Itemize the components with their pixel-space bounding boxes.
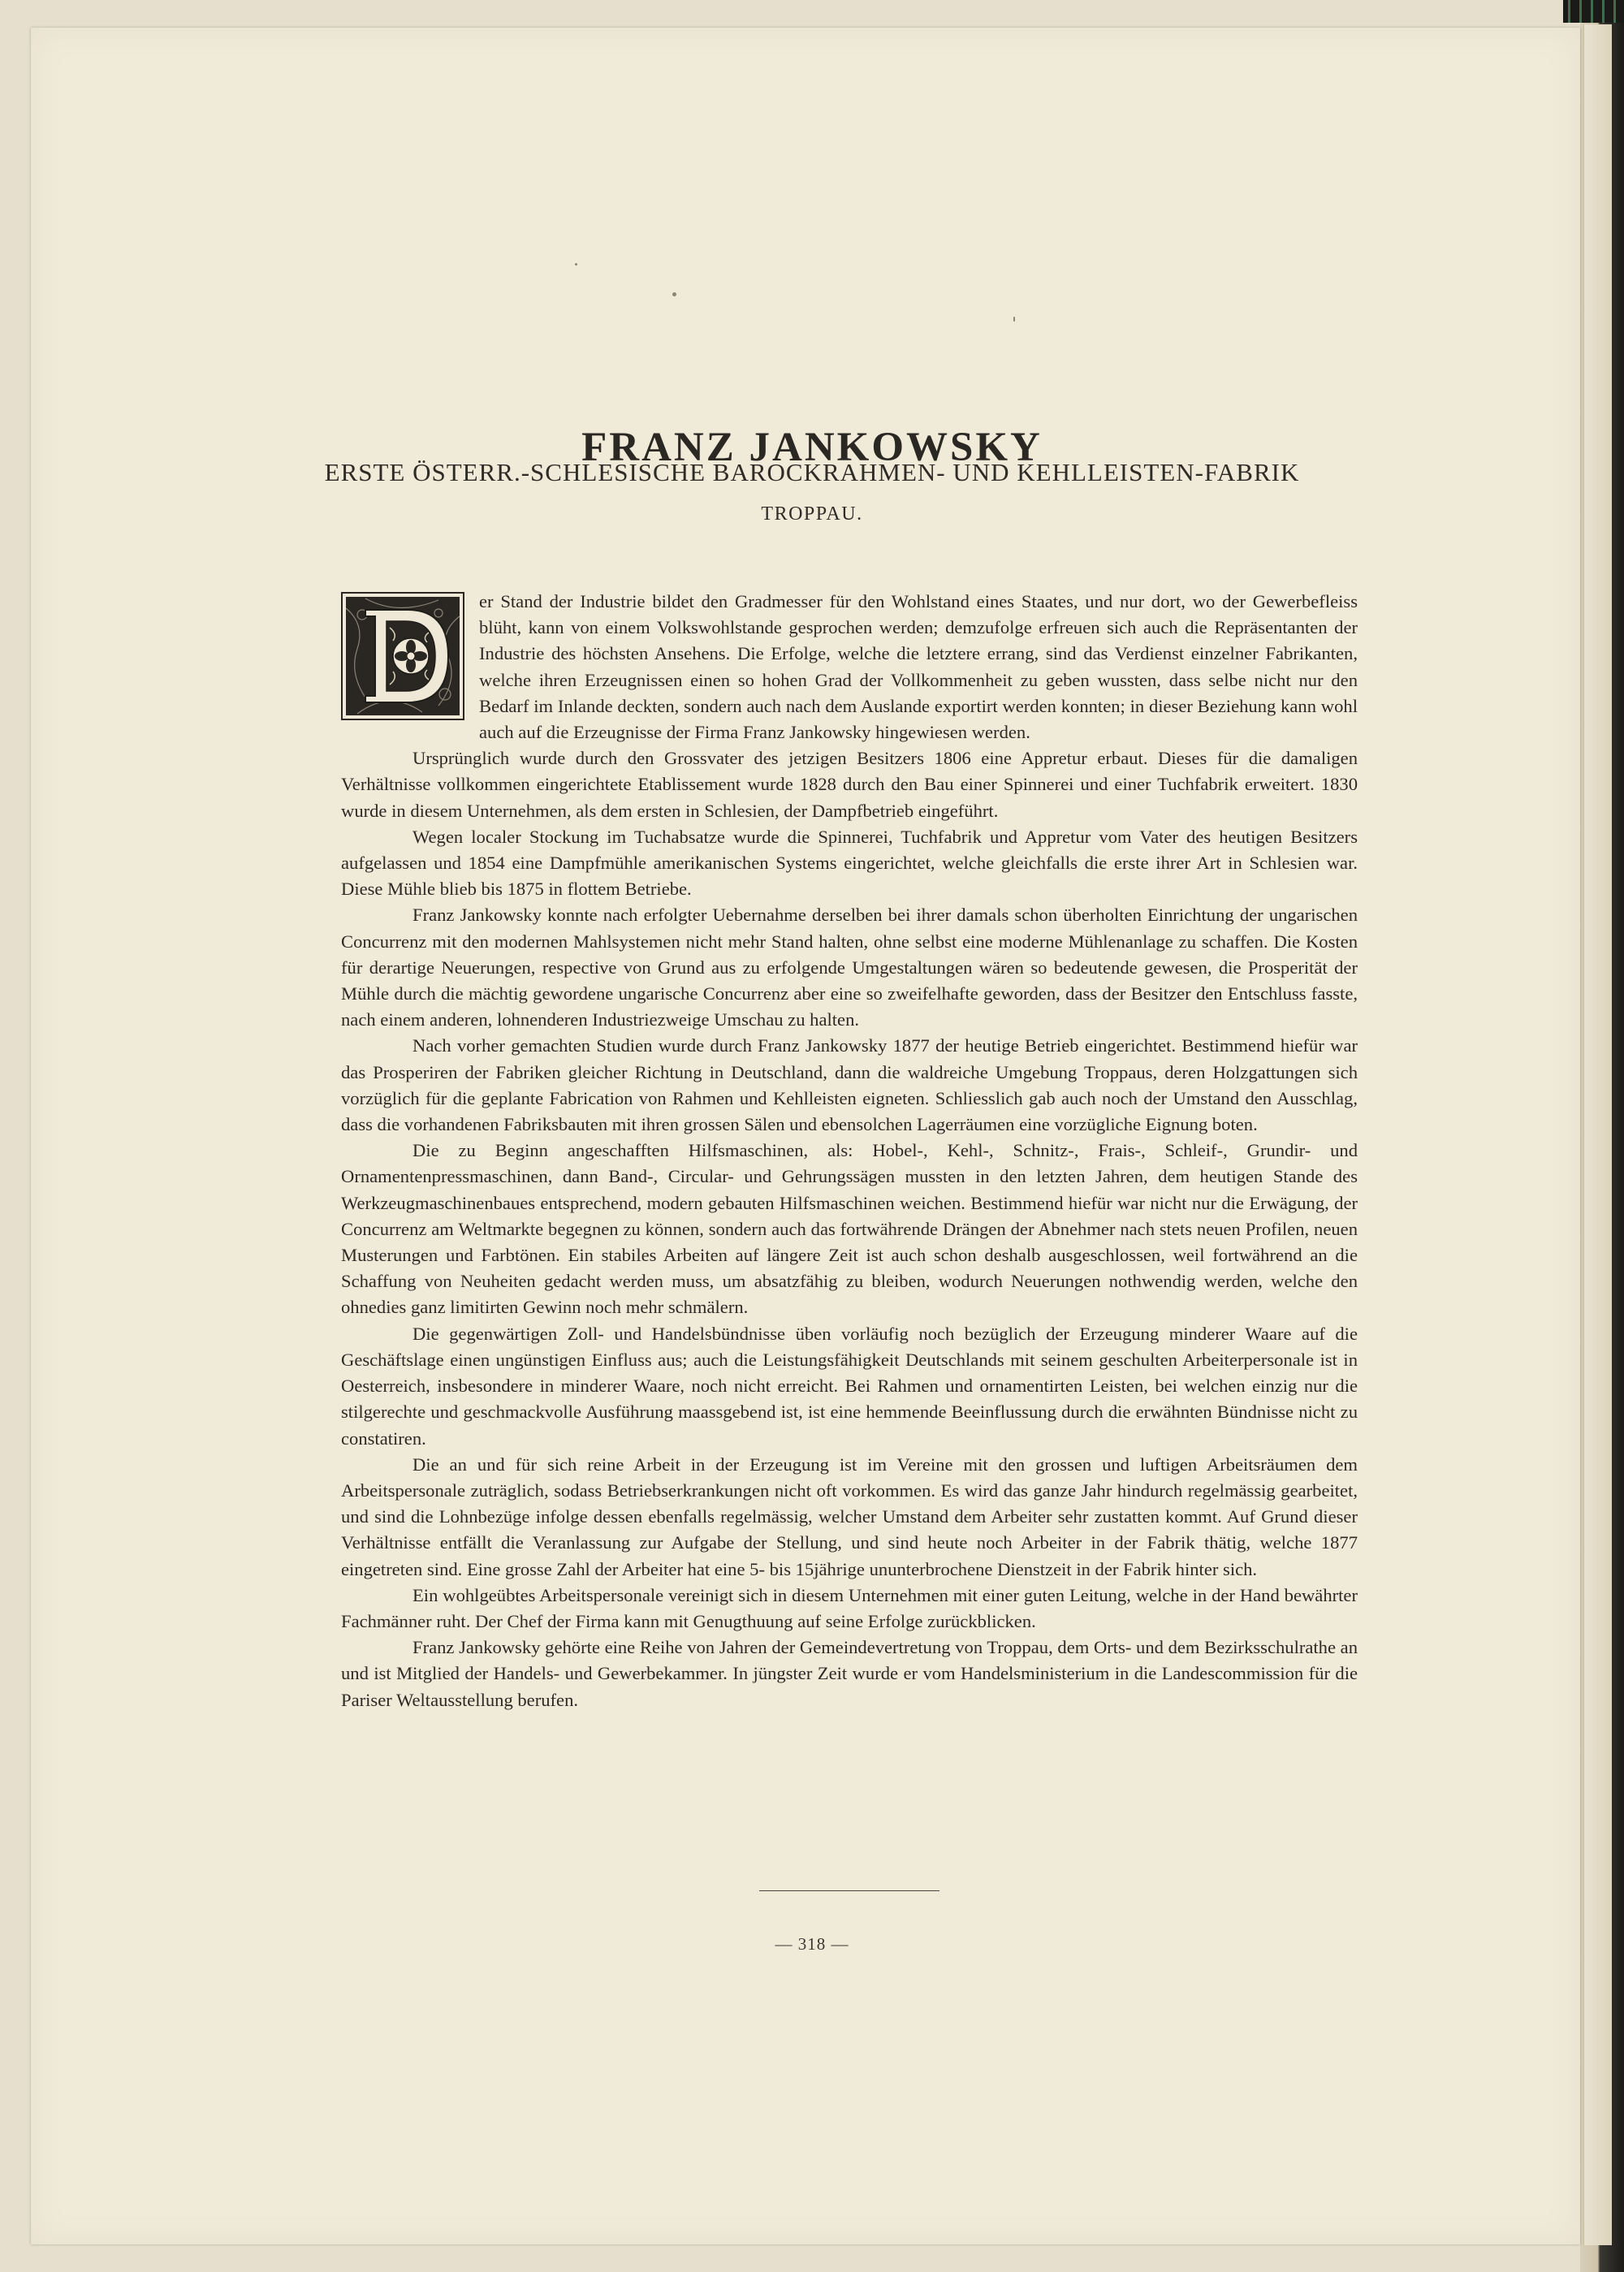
- paragraph-9: Ein wohlgeübtes Arbeitspersonale vereinigt sich in diesem Unternehmen mit einer guten Leitung, welche in der Hand bewährter Fachmänner ruht. Der Chef der Firma kann mit Genugthuung auf seine Erfolge zurückblicken.: [341, 1584, 1358, 1631]
- paragraph-8: Die an und für sich reine Arbeit in der Erzeugung ist im Vereine mit den grossen und luftigen Arbeitsräumen dem Arbeitspersonale zuträglich, sodass Betriebserkrankungen nicht oft vorkommen. Es wird das ganze Jahr hindurch regelmässig gearbeitet, und sind die Lohnbezüge infolge dessen ebenfalls regelmässig, welcher Umstand dem Arbeiter sehr zustatten kommt. Auf Grund dieser Verhältnisse entfällt die Veranlassung zur Aufgabe der Stellung, und sind heute noch Arbeiter in der Fabrik thätig, welche 1877 eingetreten sind. Eine grosse Zahl der Arbeiter hat eine 5- bis 15jährige ununterbrochene Dienstzeit in der Fabrik hinter sich.: [341, 1453, 1358, 1579]
- page-number: — 318 —: [775, 1934, 849, 1954]
- paragraph-5: Nach vorher gemachten Studien wurde durch Franz Jankowsky 1877 der heutige Betrieb eingerichtet. Bestimmend hiefür war das Prosperiren der Fabriken gleicher Richtung in Deutschland, dann die waldreiche Umgebung Troppaus, deren Holzgattungen sich vorzüglich für die geplante Fabrication von Rahmen und Kehlleisten eigneten. Schliesslich gab auch noch der Umstand den Ausschlag, dass die vorhandenen Fabriksbauten mit ihren grossen Sälen und ebensolchen Lagerräumen eine vorzügliche Eignung boten.: [341, 1035, 1358, 1135]
- paper-speck: [672, 292, 676, 296]
- next-page-edge: [1583, 24, 1612, 2245]
- page-title: FRANZ JANKOWSKY: [581, 425, 1043, 471]
- paragraph-1: er Stand der Industrie bildet den Gradmesser für den Wohlstand eines Staates, und nur dort, wo der Gewerbefleiss blüht, kann von einem Volkswohlstande gesprochen werden; demzufolge erfreuen sich auch die Repräsentanten der Industrie des höchsten Ansehens. Die Erfolge, welche die letztere errang, sind das Verdienst einzelner Fabrikanten, welche ihren Erzeugnissen einen so hohen Grad der Vollkommenheit zu geben wussten, dass selbe nicht nur den Bedarf im Inlande deckten, sondern auch nach dem Auslande exportirt werden konnten; in dieser Beziehung kann wohl auch auf die Erzeugnisse der Firma Franz Jankowsky hingewiesen werden.: [479, 591, 1358, 743]
- decorated-initial-d: [341, 592, 464, 722]
- paper-speck: [575, 263, 577, 266]
- paragraph-10: Franz Jankowsky gehörte eine Reihe von Jahren der Gemeindevertretung von Troppau, dem Orts- und dem Bezirksschulrathe an und ist Mitglied der Handels- und Gewerbekammer. In jüngster Zeit wurde er vom Handelsministerium in die Landescommission für die Pariser Weltausstellung berufen.: [341, 1637, 1358, 1710]
- scan-color-strip: [1563, 0, 1624, 23]
- page-subtitle: ERSTE ÖSTERR.-SCHLESISCHE BAROCKRAHMEN- UND KEHLLEISTEN-FABRIK: [324, 458, 1300, 486]
- place-name: TROPPAU.: [761, 503, 863, 525]
- paper-speck: [1013, 317, 1015, 322]
- closing-rule: [759, 1890, 939, 1891]
- paragraph-2: Ursprünglich wurde durch den Grossvater des jetzigen Besitzers 1806 eine Appretur erbaut. Dieses für die damaligen Verhältnisse vollkommen eingerichtete Etablissement wurde 1828 durch den Bau einer Spinnerei und einer Tuchfabrik erweitert. 1830 wurde in diesem Unternehmen, als dem ersten in Schlesien, der Dampfbetrieb eingeführt.: [341, 748, 1358, 821]
- paragraph-6: Die zu Beginn angeschafften Hilfsmaschinen, als: Hobel-, Kehl-, Schnitz-, Frais-, Schleif-, Grundir- und Ornamentenpressmaschinen, dann Band-, Circular- und Gehrungssägen mussten in den letzten Jahren, dem heutigen Stande des Werkzeugmaschinenbaues entsprechend, modern gebauten Hilfsmaschinen weichen. Bestimmend hiefür war nicht nur die Erwägung, der Concurrenz am Weltmarkte begegnen zu können, sondern auch das fortwährende Drängen der Abnehmer nach stets neuen Profilen, neuen Musterungen und Farbtönen. Ein stabiles Arbeiten auf längere Zeit ist auch schon deshalb ausgeschlossen, weil fortwährend an die Schaffung von Neuheiten gedacht werden muss, um absatzfähig zu bleiben, wodurch Neuerungen nothwendig werden, welche den ohnedies ganz limitirten Gewinn noch mehr schmälern.: [341, 1140, 1358, 1318]
- paragraph-3: Wegen localer Stockung im Tuchabsatze wurde die Spinnerei, Tuchfabrik und Appretur vom Vater des heutigen Besitzers aufgelassen und 1854 eine Dampfmühle amerikanischen Systems eingerichtet, welche gleichfalls die erste ihrer Art in Schlesien war. Diese Mühle blieb bis 1875 in flottem Betriebe.: [341, 826, 1358, 900]
- article-body: [341, 589, 1358, 1872]
- paragraph-7: Die gegenwärtigen Zoll- und Handelsbündnisse üben vorläufig noch bezüglich der Erzeugung minderer Waare auf die Geschäftslage einen ungünstigen Einfluss aus; auch die Leistungsfähigkeit Deutschlands mit seinem geschulten Arbeiterpersonale ist in Oesterreich, insbesondere in minderer Waare, noch nicht erreicht. Bei Rahmen und ornamentirten Leisten, bei welchen einzig nur die stilgerechte und geschmackvolle Ausführung maassgebend ist, ist eine hemmende Beeinflussung durch die erwähnten Bündnisse nicht zu constatiren.: [341, 1323, 1358, 1449]
- ornamental-initial-icon: [341, 592, 464, 720]
- paragraph-4: Franz Jankowsky konnte nach erfolgter Uebernahme derselben bei ihrer damals schon überholten Einrichtung der ungarischen Concurrenz mit den modernen Mahlsystemen nicht mehr Stand halten, ohne selbst eine moderne Mühlenanlage zu schaffen. Die Kosten für derartige Neuerungen, respective von Grund aus zu erfolgende Umgestaltungen wären so bedeutende gewesen, die Prosperität der Mühle durch die mächtig gewordene ungarische Concurrenz aber eine so zweifelhafte geworden, dass der Besitzer den Entschluss fasste, nach einem anderen, lohnenderen Industriezweige Umschau zu halten.: [341, 905, 1358, 1030]
